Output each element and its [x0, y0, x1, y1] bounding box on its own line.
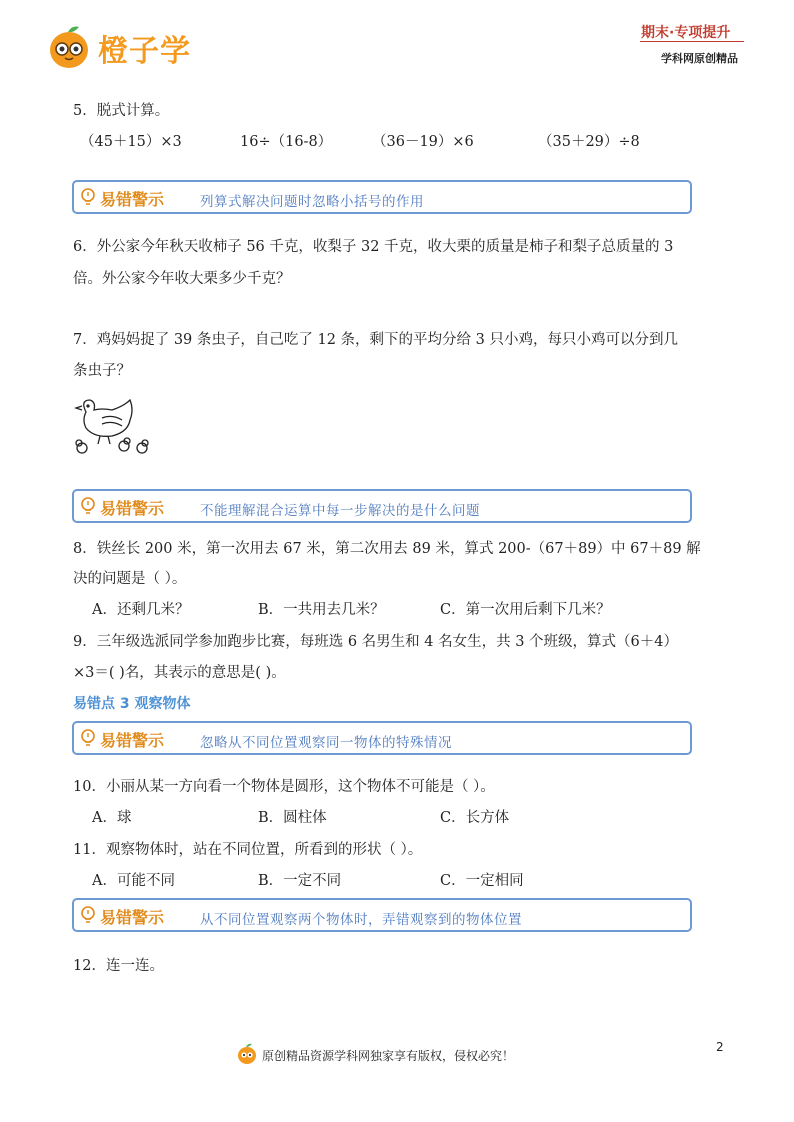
q12-line: 12．连一连。	[73, 958, 164, 974]
header-divider	[640, 41, 744, 42]
q9-line-2: ×3＝( )名，其表示的意思是( )。	[73, 665, 286, 681]
section-heading: 易错点 3 观察物体	[73, 696, 191, 712]
copyright-text: 原创精品资源学科网独家享有版权，侵权必究！	[262, 1049, 515, 1063]
q8-option-c: C．第一次用后剩下几米？	[440, 602, 611, 618]
q10-option-a: A．球	[92, 810, 132, 826]
q11-option-c: C．一定相同	[440, 873, 524, 889]
warning-text: 忽略从不同位置观察同一物体的特殊情况	[200, 735, 452, 751]
q7-line-1: 7．鸡妈妈捉了 39 条虫子，自己吃了 12 条，剩下的平均分给 3 只小鸡，每只小鸡可以分到几	[73, 332, 679, 348]
q5-item-1: （45＋15）×3	[80, 134, 182, 150]
warning-box	[72, 180, 692, 214]
q11-option-b: B．一定不同	[258, 873, 342, 889]
q10-line: 10．小丽从某一方向看一个物体是圆形，这个物体不可能是（ ）。	[73, 779, 495, 795]
q11-line: 11．观察物体时，站在不同位置，所看到的形状（ ）。	[73, 842, 423, 858]
q5-item-2: 16÷（16-8）	[240, 134, 333, 150]
q6-line-1: 6．外公家今年秋天收柿子 56 千克，收梨子 32 千克，收大栗的质量是柿子和梨子总质量的 3	[73, 239, 674, 255]
lightbulb-icon	[80, 497, 96, 515]
q8-line-2: 决的问题是（ ）。	[73, 571, 187, 587]
warning-box	[72, 489, 692, 523]
q10-option-c: C．长方体	[440, 810, 510, 826]
lightbulb-icon	[80, 729, 96, 747]
q5-item-3: （36－19）×6	[372, 134, 474, 150]
q10-option-b: B．圆柱体	[258, 810, 327, 826]
header-title: 期末·专项提升	[641, 25, 731, 41]
page-number: 2	[716, 1040, 724, 1054]
q5-item-4: （35＋29）÷8	[538, 134, 640, 150]
lightbulb-icon	[80, 188, 96, 206]
warning-box	[72, 721, 692, 755]
q6-line-2: 倍。外公家今年收大栗多少千克？	[73, 271, 291, 287]
warning-title: 易错警示	[100, 499, 165, 518]
q8-option-a: A．还剩几米？	[92, 602, 190, 618]
lightbulb-icon	[80, 906, 96, 924]
header-subtitle: 学科网原创精品	[661, 52, 738, 65]
q9-line-1: 9．三年级选派同学参加跑步比赛，每班选 6 名男生和 4 名女生，共 3 个班级，算式（6＋4）	[73, 634, 679, 650]
hen-and-chicks-illustration	[72, 396, 152, 458]
warning-text: 列算式解决问题时忽略小括号的作用	[200, 194, 424, 210]
q8-line-1: 8．铁丝长 200 米，第一次用去 67 米，第二次用去 89 米，算式 200-（67＋89）中 67＋89 解	[73, 541, 701, 557]
q5-title: 5．脱式计算。	[73, 103, 170, 119]
warning-text: 不能理解混合运算中每一步解决的是什么问题	[200, 503, 480, 519]
logo-text: 橙子学	[98, 34, 191, 69]
q8-option-b: B．一共用去几米？	[258, 602, 385, 618]
warning-title: 易错警示	[100, 190, 165, 209]
orange-mascot-icon	[46, 24, 92, 70]
q11-option-a: A．可能不同	[92, 873, 175, 889]
logo	[46, 24, 246, 70]
warning-title: 易错警示	[100, 731, 165, 750]
warning-box	[72, 898, 692, 932]
q7-line-2: 条虫子？	[73, 363, 131, 379]
warning-text: 从不同位置观察两个物体时，弄错观察到的物体位置	[200, 912, 522, 928]
warning-title: 易错警示	[100, 908, 165, 927]
orange-mascot-icon	[236, 1043, 258, 1065]
